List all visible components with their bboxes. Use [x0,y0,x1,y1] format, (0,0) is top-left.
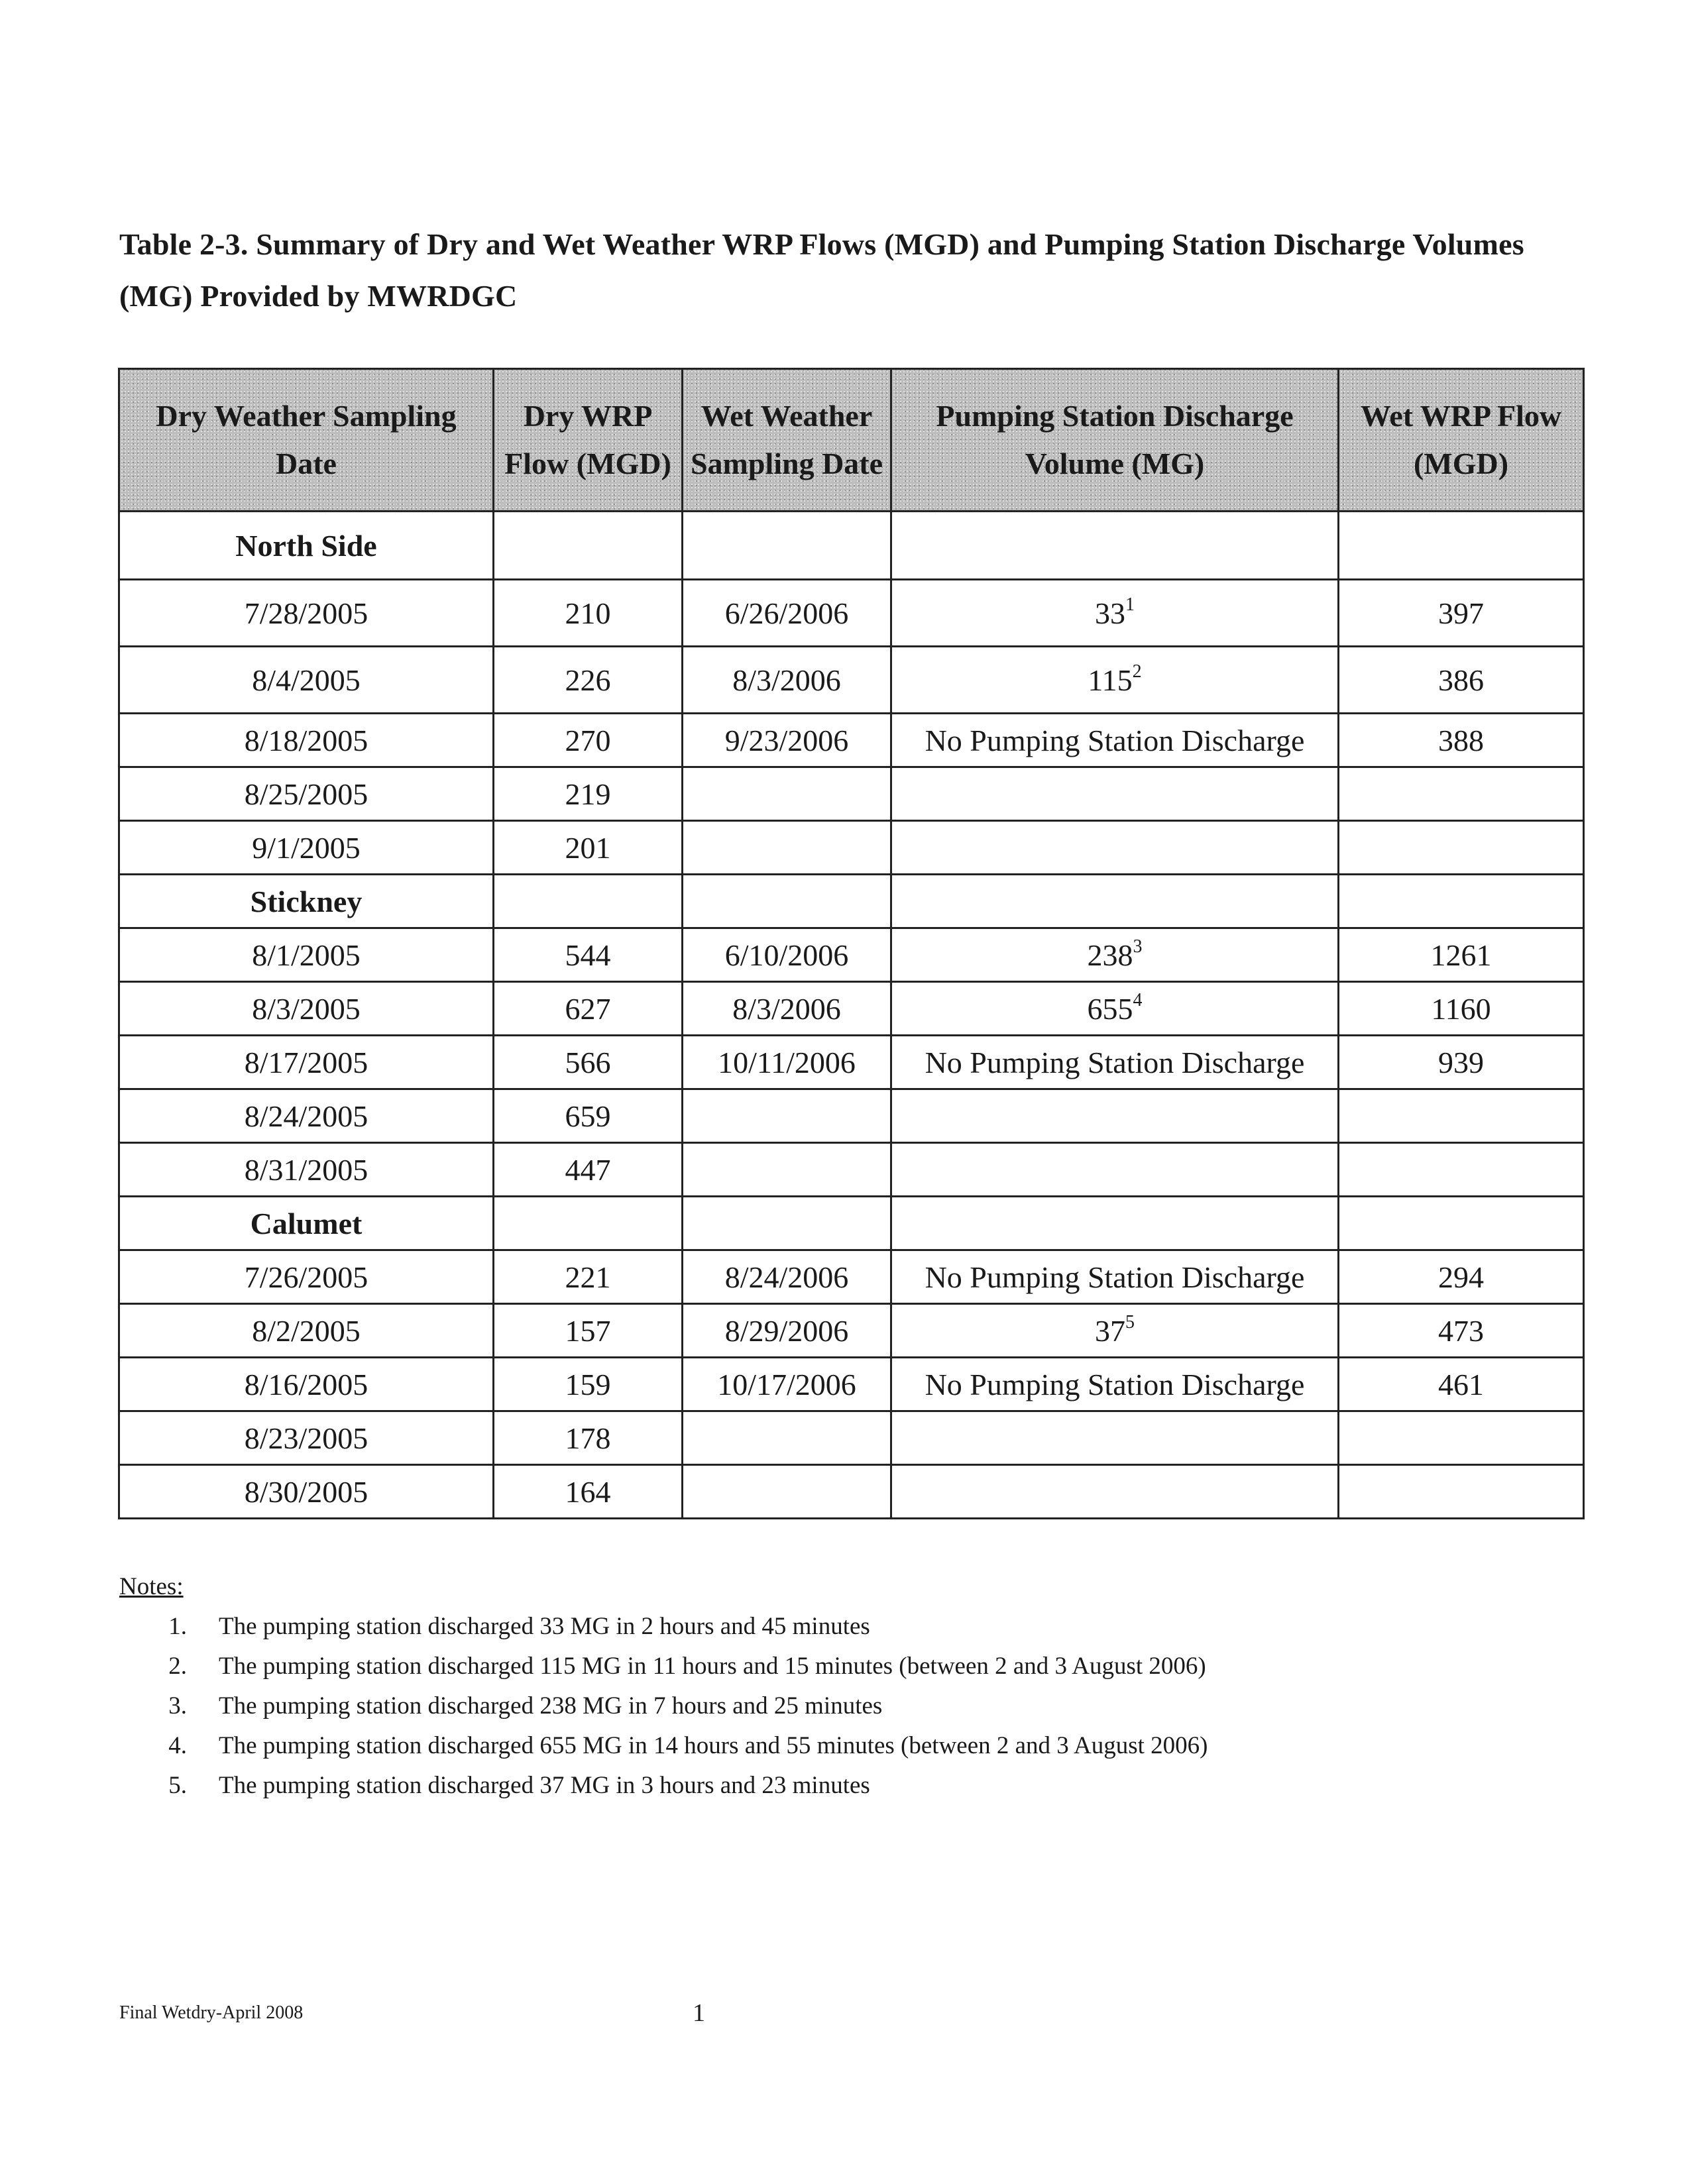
footnote-marker: 4 [1133,989,1143,1010]
note-number: 1. [168,1613,187,1640]
dry-flow-cell: 164 [494,1465,683,1519]
volume-value: No Pumping Station Discharge [925,1045,1305,1079]
dry-date-cell: 7/28/2005 [119,580,494,647]
dry-flow-cell: 270 [494,714,683,767]
wet-date-cell [683,821,891,875]
note-text: The pumping station discharged 33 MG in 2 hours and 45 minutes [219,1613,870,1640]
table-row [119,1089,1584,1143]
dry-flow-cell: 221 [494,1250,683,1304]
dry-flow-cell: 210 [494,580,683,647]
section-name: Stickney [119,875,494,928]
wet-date-cell [683,767,891,821]
empty-cell [891,1197,1339,1250]
discharge-volume-cell [891,580,1339,647]
dry-flow-cell: 201 [494,821,683,875]
note-number: 2. [168,1653,187,1680]
volume-value: 238 [1087,938,1133,972]
section-row [119,1197,1584,1250]
volume-value: No Pumping Station Discharge [925,1367,1305,1401]
note-text: The pumping station discharged 115 MG in 11 hours and 15 minutes (between 2 and 3 August 2006) [219,1653,1206,1680]
wet-date-cell [683,1465,891,1519]
dry-flow-cell: 219 [494,767,683,821]
wet-date-cell: 8/3/2006 [683,647,891,714]
wet-flow-cell: 294 [1339,1250,1584,1304]
wet-flow-cell: 939 [1339,1036,1584,1089]
discharge-volume-cell [891,1143,1339,1197]
discharge-volume-cell [891,1465,1339,1519]
wet-flow-cell: 473 [1339,1304,1584,1358]
dry-flow-cell: 178 [494,1411,683,1465]
wet-date-cell: 10/11/2006 [683,1036,891,1089]
notes-section [119,1567,1511,1806]
dry-date-cell: 8/31/2005 [119,1143,494,1197]
footnote-marker: 5 [1125,1311,1135,1333]
dry-flow-cell: 659 [494,1089,683,1143]
section-name: Calumet [119,1197,494,1250]
table-row [119,821,1584,875]
table-row [119,1304,1584,1358]
page-number: 1 [693,1999,705,2027]
empty-cell [683,512,891,580]
footer-label: Final Wetdry-April 2008 [119,2002,304,2023]
dry-date-cell: 8/16/2005 [119,1358,494,1411]
dry-date-cell: 8/24/2005 [119,1089,494,1143]
table-row [119,647,1584,714]
dry-date-cell: 8/1/2005 [119,928,494,982]
note-item [119,1647,1511,1686]
note-item [119,1607,1511,1647]
note-number: 5. [168,1772,187,1799]
empty-cell [1339,512,1584,580]
note-item [119,1766,1511,1806]
discharge-volume-cell [891,1411,1339,1465]
empty-cell [891,875,1339,928]
wet-flow-cell [1339,767,1584,821]
dry-date-cell: 7/26/2005 [119,1250,494,1304]
wet-flow-cell: 1261 [1339,928,1584,982]
volume-value: 115 [1088,663,1133,697]
table-row [119,767,1584,821]
dry-flow-cell: 226 [494,647,683,714]
table-row [119,1250,1584,1304]
dry-flow-cell: 447 [494,1143,683,1197]
wet-flow-cell [1339,821,1584,875]
wet-flow-cell [1339,1465,1584,1519]
header-dry-date: Dry Weather Sampling Date [119,369,494,512]
header-dry-flow: Dry WRP Flow (MGD) [494,369,683,512]
volume-value: 33 [1095,596,1125,630]
discharge-volume-cell [891,1036,1339,1089]
dry-date-cell: 8/18/2005 [119,714,494,767]
note-item [119,1686,1511,1726]
table-row [119,580,1584,647]
dry-date-cell: 8/25/2005 [119,767,494,821]
wet-date-cell: 8/29/2006 [683,1304,891,1358]
wet-date-cell: 6/10/2006 [683,928,891,982]
wet-flow-cell: 397 [1339,580,1584,647]
empty-cell [1339,1197,1584,1250]
empty-cell [1339,875,1584,928]
summary-table [118,368,1585,1519]
dry-date-cell: 8/2/2005 [119,1304,494,1358]
dry-date-cell: 9/1/2005 [119,821,494,875]
wet-date-cell [683,1089,891,1143]
header-discharge-volume: Pumping Station Discharge Volume (MG) [891,369,1339,512]
dry-flow-cell: 544 [494,928,683,982]
discharge-volume-cell [891,1358,1339,1411]
table-row [119,714,1584,767]
empty-cell [683,1197,891,1250]
table-body [119,512,1584,1519]
dry-flow-cell: 627 [494,982,683,1036]
discharge-volume-cell [891,1304,1339,1358]
notes-title: Notes: [119,1573,184,1600]
discharge-volume-cell [891,1089,1339,1143]
dry-flow-cell: 159 [494,1358,683,1411]
empty-cell [891,512,1339,580]
table-caption: Table 2-3. Summary of Dry and Wet Weather WRP Flows (MGD) and Pumping Station Discharge Volumes (MG) Provided by MWRDGC [119,227,1524,313]
notes-list [119,1607,1511,1806]
volume-value: No Pumping Station Discharge [925,1260,1305,1294]
dry-flow-cell: 157 [494,1304,683,1358]
wet-date-cell [683,1143,891,1197]
discharge-volume-cell [891,714,1339,767]
table-row [119,1358,1584,1411]
table-row [119,1143,1584,1197]
footnote-marker: 2 [1132,661,1142,682]
dry-date-cell: 8/3/2005 [119,982,494,1036]
volume-value: 37 [1095,1313,1125,1348]
discharge-volume-cell [891,647,1339,714]
empty-cell [494,1197,683,1250]
section-row [119,512,1584,580]
wet-date-cell: 8/3/2006 [683,982,891,1036]
discharge-volume-cell [891,928,1339,982]
dry-flow-cell: 566 [494,1036,683,1089]
table-row [119,928,1584,982]
wet-flow-cell [1339,1089,1584,1143]
empty-cell [494,512,683,580]
dry-date-cell: 8/30/2005 [119,1465,494,1519]
empty-cell [683,875,891,928]
table-row [119,1036,1584,1089]
footnote-marker: 1 [1125,594,1135,615]
note-number: 3. [168,1692,187,1720]
section-name: North Side [119,512,494,580]
wet-flow-cell: 386 [1339,647,1584,714]
note-text: The pumping station discharged 37 MG in 3 hours and 23 minutes [219,1772,870,1799]
section-row [119,875,1584,928]
wet-flow-cell: 1160 [1339,982,1584,1036]
dry-date-cell: 8/17/2005 [119,1036,494,1089]
header-wet-date: Wet Weather Sampling Date [683,369,891,512]
empty-cell [494,875,683,928]
wet-date-cell: 9/23/2006 [683,714,891,767]
table-row [119,1465,1584,1519]
dry-date-cell: 8/4/2005 [119,647,494,714]
note-item [119,1726,1511,1766]
table-row [119,982,1584,1036]
discharge-volume-cell [891,821,1339,875]
table-header-row [119,369,1584,512]
table-row [119,1411,1584,1465]
wet-date-cell [683,1411,891,1465]
footnote-marker: 3 [1133,936,1143,957]
volume-value: 655 [1087,991,1133,1026]
wet-flow-cell: 388 [1339,714,1584,767]
note-text: The pumping station discharged 655 MG in 14 hours and 55 minutes (between 2 and 3 August 2006) [219,1732,1208,1759]
volume-value: No Pumping Station Discharge [925,723,1305,757]
note-text: The pumping station discharged 238 MG in 7 hours and 25 minutes [219,1692,883,1720]
wet-flow-cell [1339,1411,1584,1465]
wet-flow-cell: 461 [1339,1358,1584,1411]
wet-date-cell: 10/17/2006 [683,1358,891,1411]
note-number: 4. [168,1732,187,1759]
header-wet-flow: Wet WRP Flow (MGD) [1339,369,1584,512]
wet-date-cell: 8/24/2006 [683,1250,891,1304]
wet-flow-cell [1339,1143,1584,1197]
discharge-volume-cell [891,767,1339,821]
discharge-volume-cell [891,982,1339,1036]
wet-date-cell: 6/26/2006 [683,580,891,647]
dry-date-cell: 8/23/2005 [119,1411,494,1465]
discharge-volume-cell [891,1250,1339,1304]
